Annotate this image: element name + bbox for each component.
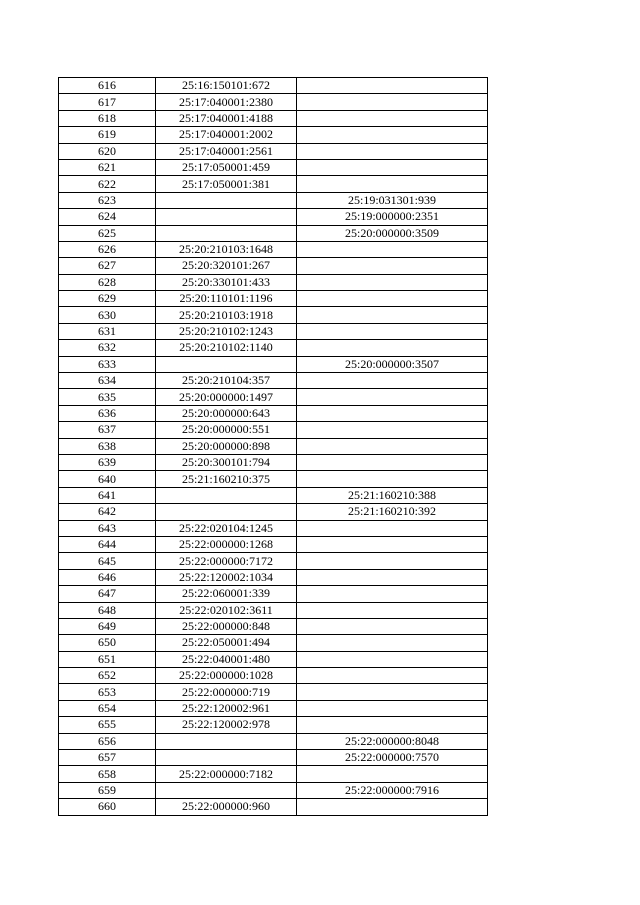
row-number-cell: 653 bbox=[59, 684, 156, 700]
table-row bbox=[59, 586, 488, 602]
table-row bbox=[59, 782, 488, 798]
row-number-cell: 624 bbox=[59, 209, 156, 225]
table-row bbox=[59, 766, 488, 782]
cadastral-number-alt-cell: 25:19:031301:939 bbox=[297, 192, 488, 208]
row-number-cell: 619 bbox=[59, 127, 156, 143]
row-number-cell: 647 bbox=[59, 586, 156, 602]
cadastral-number-alt-cell bbox=[297, 766, 488, 782]
cadastral-number-alt-cell: 25:22:000000:7916 bbox=[297, 782, 488, 798]
cadastral-number-alt-cell bbox=[297, 438, 488, 454]
table-row bbox=[59, 110, 488, 126]
row-number-cell: 650 bbox=[59, 635, 156, 651]
cadastral-number-cell bbox=[156, 487, 297, 503]
cadastral-number-cell bbox=[156, 733, 297, 749]
cadastral-number-alt-cell bbox=[297, 602, 488, 618]
row-number-cell: 659 bbox=[59, 782, 156, 798]
cadastral-number-cell: 25:20:210104:357 bbox=[156, 373, 297, 389]
cadastral-number-cell bbox=[156, 504, 297, 520]
cadastral-number-cell: 25:22:020102:3611 bbox=[156, 602, 297, 618]
row-number-cell: 640 bbox=[59, 471, 156, 487]
cadastral-number-cell bbox=[156, 356, 297, 372]
row-number-cell: 648 bbox=[59, 602, 156, 618]
cadastral-number-alt-cell bbox=[297, 78, 488, 94]
cadastral-number-alt-cell bbox=[297, 405, 488, 421]
table-row bbox=[59, 209, 488, 225]
table-body bbox=[59, 78, 488, 816]
table-row bbox=[59, 192, 488, 208]
row-number-cell: 637 bbox=[59, 422, 156, 438]
cadastral-number-cell: 25:22:120002:1034 bbox=[156, 569, 297, 585]
cadastral-number-alt-cell bbox=[297, 422, 488, 438]
cadastral-number-alt-cell bbox=[297, 471, 488, 487]
row-number-cell: 626 bbox=[59, 241, 156, 257]
row-number-cell: 617 bbox=[59, 94, 156, 110]
cadastral-number-alt-cell bbox=[297, 94, 488, 110]
table-row bbox=[59, 373, 488, 389]
row-number-cell: 644 bbox=[59, 536, 156, 552]
cadastral-number-cell: 25:21:160210:375 bbox=[156, 471, 297, 487]
table-row bbox=[59, 274, 488, 290]
cadastral-number-alt-cell bbox=[297, 799, 488, 815]
row-number-cell: 630 bbox=[59, 307, 156, 323]
table-row bbox=[59, 471, 488, 487]
table-row bbox=[59, 307, 488, 323]
cadastral-number-alt-cell bbox=[297, 307, 488, 323]
cadastral-number-alt-cell bbox=[297, 553, 488, 569]
cadastral-number-alt-cell bbox=[297, 454, 488, 470]
table-row bbox=[59, 454, 488, 470]
cadastral-number-alt-cell bbox=[297, 668, 488, 684]
table-row bbox=[59, 520, 488, 536]
row-number-cell: 634 bbox=[59, 373, 156, 389]
table-row bbox=[59, 504, 488, 520]
row-number-cell: 618 bbox=[59, 110, 156, 126]
row-number-cell: 623 bbox=[59, 192, 156, 208]
cadastral-number-cell: 25:20:210103:1648 bbox=[156, 241, 297, 257]
row-number-cell: 652 bbox=[59, 668, 156, 684]
cadastral-number-cell: 25:22:000000:7182 bbox=[156, 766, 297, 782]
cadastral-number-alt-cell: 25:21:160210:388 bbox=[297, 487, 488, 503]
table-row bbox=[59, 799, 488, 815]
row-number-cell: 622 bbox=[59, 176, 156, 192]
row-number-cell: 656 bbox=[59, 733, 156, 749]
cadastral-number-alt-cell: 25:19:000000:2351 bbox=[297, 209, 488, 225]
row-number-cell: 620 bbox=[59, 143, 156, 159]
row-number-cell: 649 bbox=[59, 618, 156, 634]
cadastral-number-cell: 25:20:000000:643 bbox=[156, 405, 297, 421]
cadastral-number-cell: 25:22:020104:1245 bbox=[156, 520, 297, 536]
cadastral-number-alt-cell: 25:20:000000:3509 bbox=[297, 225, 488, 241]
cadastral-number-cell: 25:22:040001:480 bbox=[156, 651, 297, 667]
table-row bbox=[59, 651, 488, 667]
row-number-cell: 621 bbox=[59, 159, 156, 175]
row-number-cell: 625 bbox=[59, 225, 156, 241]
cadastral-number-alt-cell bbox=[297, 127, 488, 143]
cadastral-number-cell: 25:16:150101:672 bbox=[156, 78, 297, 94]
cadastral-number-alt-cell bbox=[297, 323, 488, 339]
cadastral-number-cell: 25:17:040001:4188 bbox=[156, 110, 297, 126]
row-number-cell: 651 bbox=[59, 651, 156, 667]
row-number-cell: 643 bbox=[59, 520, 156, 536]
table-row bbox=[59, 241, 488, 257]
table-row bbox=[59, 733, 488, 749]
cadastral-number-alt-cell: 25:22:000000:8048 bbox=[297, 733, 488, 749]
row-number-cell: 636 bbox=[59, 405, 156, 421]
table-row bbox=[59, 291, 488, 307]
table-row bbox=[59, 422, 488, 438]
table-row bbox=[59, 176, 488, 192]
row-number-cell: 635 bbox=[59, 389, 156, 405]
cadastral-number-alt-cell bbox=[297, 684, 488, 700]
cadastral-number-cell: 25:20:210103:1918 bbox=[156, 307, 297, 323]
cadastral-number-cell: 25:20:000000:1497 bbox=[156, 389, 297, 405]
cadastral-number-alt-cell bbox=[297, 241, 488, 257]
cadastral-number-cell: 25:20:330101:433 bbox=[156, 274, 297, 290]
row-number-cell: 628 bbox=[59, 274, 156, 290]
cadastral-number-alt-cell bbox=[297, 340, 488, 356]
row-number-cell: 633 bbox=[59, 356, 156, 372]
cadastral-number-cell: 25:20:110101:1196 bbox=[156, 291, 297, 307]
row-number-cell: 645 bbox=[59, 553, 156, 569]
row-number-cell: 638 bbox=[59, 438, 156, 454]
row-number-cell: 655 bbox=[59, 717, 156, 733]
table-row bbox=[59, 750, 488, 766]
cadastral-number-cell: 25:17:050001:459 bbox=[156, 159, 297, 175]
cadastral-number-cell: 25:22:060001:339 bbox=[156, 586, 297, 602]
row-number-cell: 639 bbox=[59, 454, 156, 470]
row-number-cell: 642 bbox=[59, 504, 156, 520]
cadastral-number-cell: 25:17:040001:2002 bbox=[156, 127, 297, 143]
cadastral-number-cell bbox=[156, 750, 297, 766]
cadastral-number-cell: 25:22:000000:1268 bbox=[156, 536, 297, 552]
cadastral-number-cell: 25:22:000000:1028 bbox=[156, 668, 297, 684]
row-number-cell: 627 bbox=[59, 258, 156, 274]
table-row bbox=[59, 389, 488, 405]
cadastral-number-alt-cell bbox=[297, 520, 488, 536]
row-number-cell: 631 bbox=[59, 323, 156, 339]
cadastral-number-alt-cell: 25:21:160210:392 bbox=[297, 504, 488, 520]
cadastral-number-alt-cell bbox=[297, 651, 488, 667]
cadastral-number-alt-cell bbox=[297, 389, 488, 405]
cadastral-number-cell bbox=[156, 782, 297, 798]
cadastral-number-alt-cell bbox=[297, 258, 488, 274]
cadastral-number-alt-cell bbox=[297, 274, 488, 290]
cadastral-number-cell: 25:17:050001:381 bbox=[156, 176, 297, 192]
cadastral-number-alt-cell bbox=[297, 291, 488, 307]
cadastral-number-cell: 25:20:320101:267 bbox=[156, 258, 297, 274]
cadastral-number-alt-cell: 25:20:000000:3507 bbox=[297, 356, 488, 372]
cadastral-number-alt-cell bbox=[297, 110, 488, 126]
table-row bbox=[59, 405, 488, 421]
cadastral-number-cell bbox=[156, 192, 297, 208]
cadastral-number-alt-cell bbox=[297, 143, 488, 159]
table-row bbox=[59, 536, 488, 552]
cadastral-number-cell: 25:20:300101:794 bbox=[156, 454, 297, 470]
cadastral-number-cell: 25:20:210102:1140 bbox=[156, 340, 297, 356]
cadastral-number-cell: 25:22:120002:961 bbox=[156, 700, 297, 716]
row-number-cell: 632 bbox=[59, 340, 156, 356]
cadastral-number-cell: 25:22:050001:494 bbox=[156, 635, 297, 651]
table-row bbox=[59, 717, 488, 733]
table-row bbox=[59, 487, 488, 503]
cadastral-number-cell: 25:22:000000:848 bbox=[156, 618, 297, 634]
cadastral-number-alt-cell bbox=[297, 569, 488, 585]
cadastral-number-cell bbox=[156, 209, 297, 225]
cadastral-number-cell: 25:20:000000:551 bbox=[156, 422, 297, 438]
cadastral-number-table bbox=[58, 77, 488, 816]
table-row bbox=[59, 159, 488, 175]
cadastral-number-alt-cell bbox=[297, 373, 488, 389]
table-row bbox=[59, 356, 488, 372]
table-row bbox=[59, 569, 488, 585]
table-row bbox=[59, 635, 488, 651]
row-number-cell: 629 bbox=[59, 291, 156, 307]
cadastral-number-cell bbox=[156, 225, 297, 241]
row-number-cell: 616 bbox=[59, 78, 156, 94]
cadastral-number-alt-cell bbox=[297, 176, 488, 192]
cadastral-number-cell: 25:20:000000:898 bbox=[156, 438, 297, 454]
table-row bbox=[59, 225, 488, 241]
cadastral-number-alt-cell bbox=[297, 159, 488, 175]
row-number-cell: 657 bbox=[59, 750, 156, 766]
row-number-cell: 641 bbox=[59, 487, 156, 503]
table-row bbox=[59, 78, 488, 94]
row-number-cell: 660 bbox=[59, 799, 156, 815]
table-row bbox=[59, 323, 488, 339]
cadastral-number-alt-cell bbox=[297, 700, 488, 716]
cadastral-number-alt-cell bbox=[297, 586, 488, 602]
table-row bbox=[59, 602, 488, 618]
cadastral-number-cell: 25:22:000000:7172 bbox=[156, 553, 297, 569]
table-row bbox=[59, 143, 488, 159]
table-row bbox=[59, 553, 488, 569]
table-row bbox=[59, 684, 488, 700]
cadastral-number-alt-cell bbox=[297, 618, 488, 634]
table-row bbox=[59, 700, 488, 716]
cadastral-number-cell: 25:22:120002:978 bbox=[156, 717, 297, 733]
cadastral-number-cell: 25:22:000000:719 bbox=[156, 684, 297, 700]
table-row bbox=[59, 340, 488, 356]
table-row bbox=[59, 258, 488, 274]
table-row bbox=[59, 94, 488, 110]
row-number-cell: 658 bbox=[59, 766, 156, 782]
cadastral-number-cell: 25:17:040001:2380 bbox=[156, 94, 297, 110]
table-row bbox=[59, 668, 488, 684]
table-row bbox=[59, 618, 488, 634]
cadastral-number-cell: 25:22:000000:960 bbox=[156, 799, 297, 815]
cadastral-number-alt-cell bbox=[297, 635, 488, 651]
cadastral-number-alt-cell bbox=[297, 717, 488, 733]
table-row bbox=[59, 127, 488, 143]
table-row bbox=[59, 438, 488, 454]
row-number-cell: 654 bbox=[59, 700, 156, 716]
cadastral-number-alt-cell bbox=[297, 536, 488, 552]
cadastral-number-alt-cell: 25:22:000000:7570 bbox=[297, 750, 488, 766]
row-number-cell: 646 bbox=[59, 569, 156, 585]
cadastral-number-cell: 25:20:210102:1243 bbox=[156, 323, 297, 339]
cadastral-number-cell: 25:17:040001:2561 bbox=[156, 143, 297, 159]
